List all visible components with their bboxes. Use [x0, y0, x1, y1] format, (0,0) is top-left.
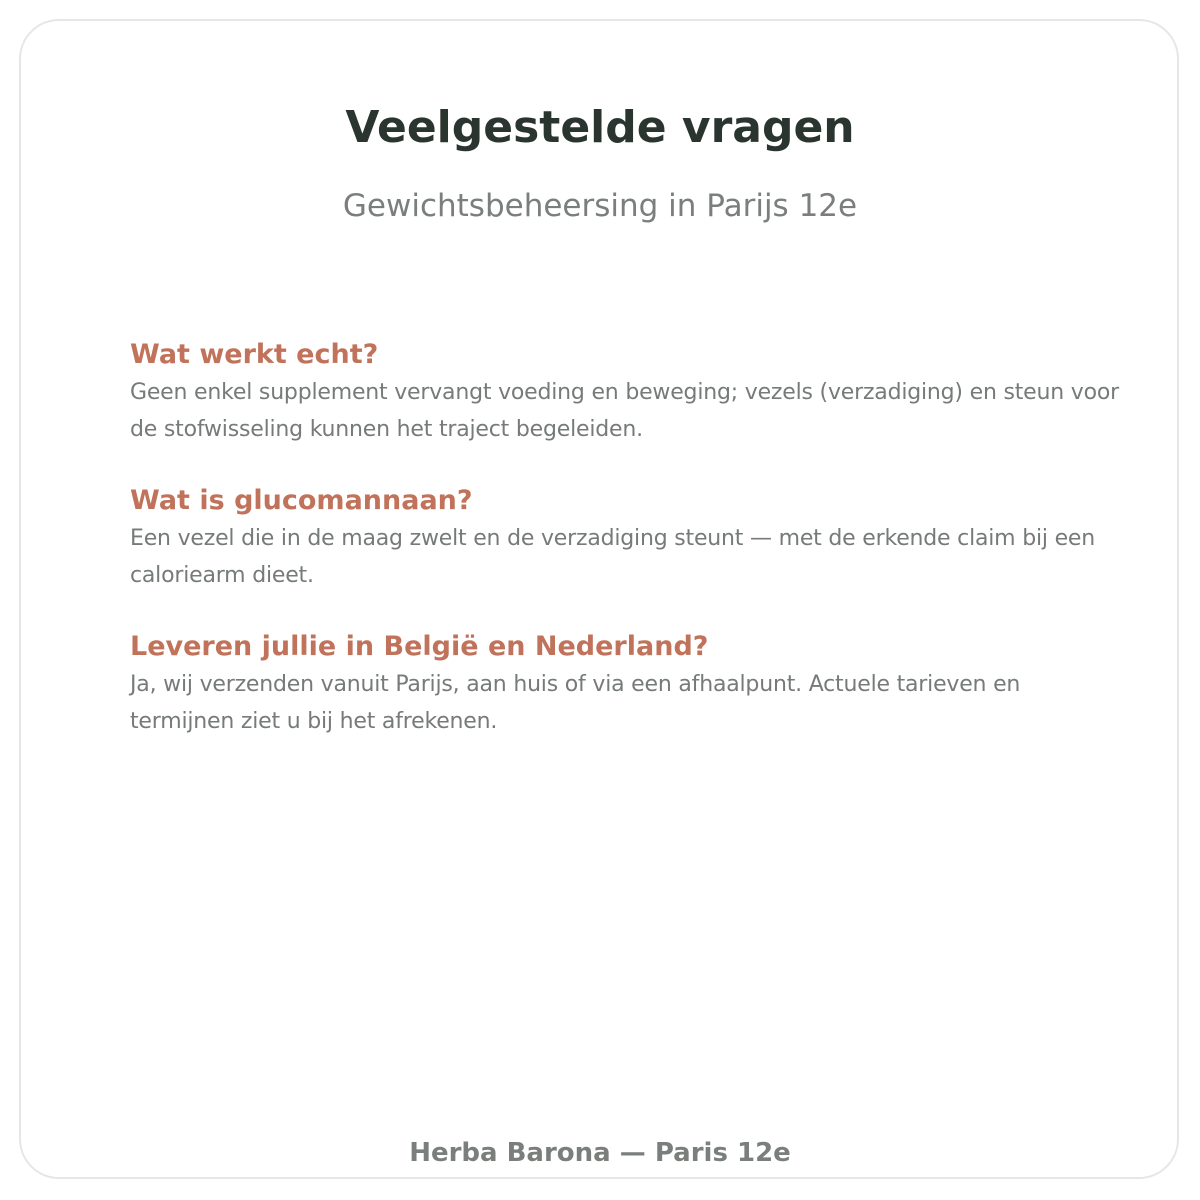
faq-answer: Een vezel die in de maag zwelt en de verzadiging steunt — met de erkende claim bij een caloriearm dieet.	[130, 526, 1096, 588]
page-subtitle: Gewichtsbeheersing in Parijs 12e	[342, 188, 858, 224]
page-title: Veelgestelde vragen	[345, 102, 855, 153]
faq-question: Wat is glucomannaan?	[130, 485, 473, 516]
faq-question: Wat werkt echt?	[130, 339, 379, 370]
faq-answer: Geen enkel supplement vervangt voeding en beweging; vezels (verzadiging) en steun voor de stofwisseling kunnen het traject begeleiden.	[130, 380, 1119, 442]
faq-answer: Ja, wij verzenden vanuit Parijs, aan huis of via een afhaalpunt. Actuele tarieven en termijnen ziet u bij het afrekenen.	[130, 672, 1021, 734]
faq-list	[130, 336, 1120, 774]
faq-item	[130, 336, 1120, 448]
faq-question: Leveren jullie in België en Nederland?	[130, 631, 709, 662]
faq-item	[130, 482, 1120, 594]
footer-brand: Herba Barona — Paris 12e	[409, 1138, 791, 1168]
faq-item	[130, 628, 1120, 740]
